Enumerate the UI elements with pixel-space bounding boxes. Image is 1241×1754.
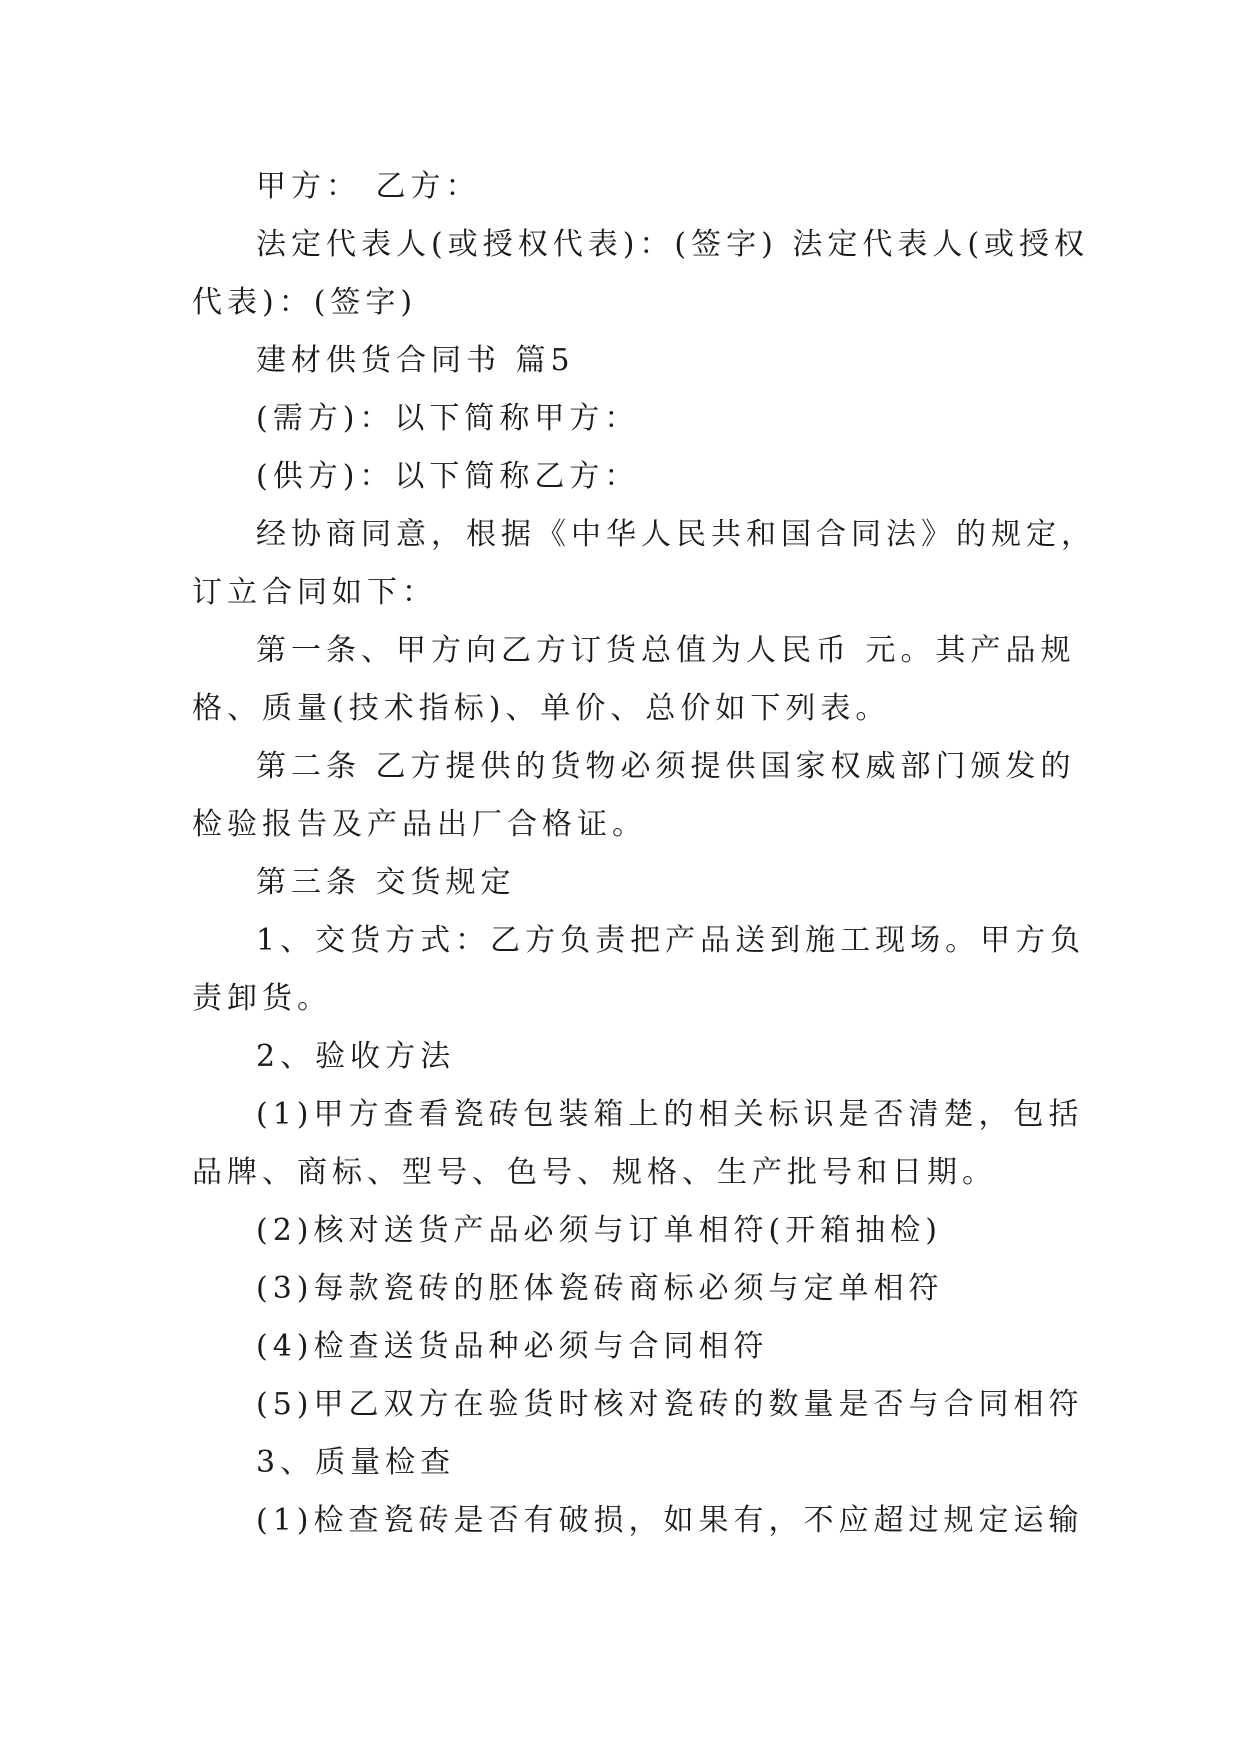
text-line: (需方)：以下简称甲方： — [256, 401, 640, 436]
text-line: (3)每款瓷砖的胚体瓷砖商标必须与定单相符 — [256, 1271, 944, 1306]
text-line: 检验报告及产品出厂合格证。 — [192, 807, 647, 842]
text-line: 法定代表人(或授权代表)：(签字) 法定代表人(或授权 — [256, 227, 1090, 262]
text-line: (4)检查送货品种必须与合同相符 — [256, 1329, 769, 1364]
text-line: (供方)：以下简称乙方： — [256, 459, 640, 494]
text-line: 甲方： 乙方： — [256, 169, 481, 204]
text-line: 经协商同意，根据《中华人民共和国合同法》的规定， — [256, 517, 1096, 552]
text-line: 订立合同如下： — [192, 575, 437, 610]
text-line: 第三条 交货规定 — [256, 865, 516, 900]
text-line: 格、质量(技术指标)、单价、总价如下列表。 — [192, 691, 891, 726]
document-body — [192, 158, 1096, 1550]
text-line: (5)甲乙双方在验货时核对瓷砖的数量是否与合同相符 — [256, 1387, 1084, 1422]
text-line: 3、质量检查 — [256, 1445, 456, 1480]
text-line: (2)核对送货产品必须与订单相符(开箱抽检) — [256, 1213, 942, 1248]
text-line: 第一条、甲方向乙方订货总值为人民币 元。其产品规 — [256, 633, 1076, 668]
text-line: (1)甲方查看瓷砖包装箱上的相关标识是否清楚，包括 — [256, 1097, 1084, 1132]
text-line: 建材供货合同书 篇5 — [256, 343, 575, 378]
text-line: (1)检查瓷砖是否有破损，如果有，不应超过规定运输 — [256, 1503, 1084, 1538]
text-line: 品牌、商标、型号、色号、规格、生产批号和日期。 — [192, 1155, 997, 1190]
text-line: 代表)：(签字) — [192, 285, 418, 320]
text-line: 1、交货方式：乙方负责把产品送到施工现场。甲方负 — [256, 923, 1086, 958]
text-line: 第二条 乙方提供的货物必须提供国家权威部门颁发的 — [256, 749, 1076, 784]
text-line: 责卸货。 — [192, 981, 332, 1016]
text-line: 2、验收方法 — [256, 1039, 456, 1074]
